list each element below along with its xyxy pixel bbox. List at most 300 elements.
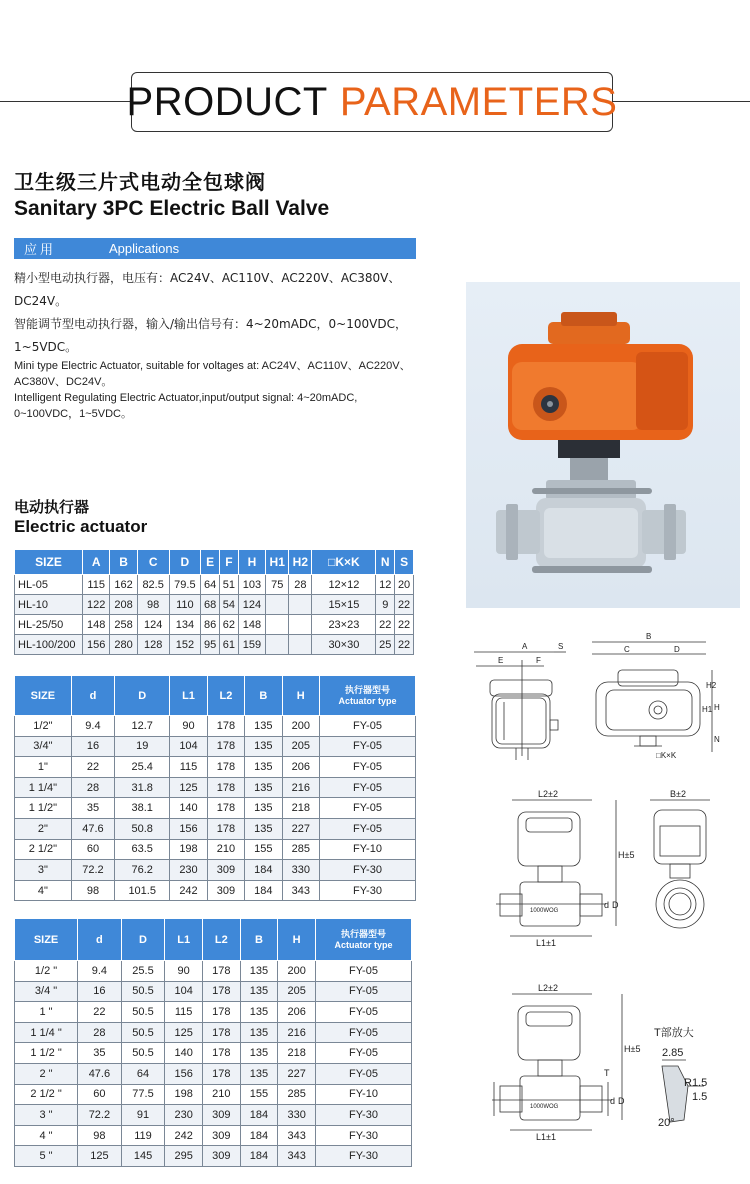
table-cell <box>289 595 312 615</box>
table-cell: 3" <box>15 860 72 881</box>
table-cell: 145 <box>121 1146 165 1167</box>
col-l2: L2 <box>207 676 244 716</box>
table-cell: 178 <box>202 1002 240 1023</box>
table-cell: 330 <box>278 1105 316 1126</box>
dim-t-label: T <box>604 1068 610 1078</box>
table-cell: 128 <box>137 635 169 655</box>
col-size: SIZE <box>15 550 83 575</box>
dim-s-label: S <box>558 642 564 651</box>
table-cell: 115 <box>165 1002 203 1023</box>
table-cell: FY-05 <box>320 757 416 778</box>
table-header-row <box>15 676 416 716</box>
header-rule-right <box>612 101 750 102</box>
dim-c-label: C <box>624 645 630 654</box>
table-cell: 343 <box>278 1146 316 1167</box>
table-cell: 2 1/2 " <box>15 1084 78 1105</box>
table-cell: 134 <box>169 615 201 635</box>
table-cell: 101.5 <box>115 880 170 901</box>
table-cell: 200 <box>278 961 316 982</box>
col-size: SIZE <box>15 676 72 716</box>
actuator-front-drawing <box>466 636 576 764</box>
table-cell <box>289 615 312 635</box>
app-en-line: Intelligent Regulating Electric Actuator,input/output signal: 4~20mADC, <box>14 392 358 404</box>
table-cell: 50.5 <box>121 1022 165 1043</box>
table-cell: 178 <box>207 798 244 819</box>
table-cell: 216 <box>278 1022 316 1043</box>
table-cell: 54 <box>220 595 239 615</box>
table-cell: 115 <box>170 757 207 778</box>
table-row <box>15 961 412 982</box>
table-cell: 230 <box>165 1105 203 1126</box>
detail-angle: 20° <box>658 1117 675 1129</box>
table-row <box>15 1063 412 1084</box>
col-h1: H1 <box>266 550 289 575</box>
table-cell: 47.6 <box>78 1063 122 1084</box>
dim-l1-label: L1±1 <box>536 938 556 948</box>
table-cell: 309 <box>202 1146 240 1167</box>
app-en-line: AC380V、DC24V。 <box>14 376 113 388</box>
col-d-small: d <box>78 919 122 961</box>
col-h: H <box>282 676 319 716</box>
table-cell: 140 <box>165 1043 203 1064</box>
table-cell: 230 <box>170 860 207 881</box>
col-kk: □K×K <box>312 550 376 575</box>
dim-d-small-label: d <box>610 1096 616 1106</box>
table-cell: 64 <box>201 575 220 595</box>
table-cell: 22 <box>71 757 114 778</box>
table-cell: 50.5 <box>121 1043 165 1064</box>
table-cell: 178 <box>202 1043 240 1064</box>
table-cell: 25.4 <box>115 757 170 778</box>
table-cell: 135 <box>245 716 282 737</box>
col-h: H <box>238 550 265 575</box>
col-l1: L1 <box>170 676 207 716</box>
table-cell: 125 <box>165 1022 203 1043</box>
table-cell: FY-05 <box>320 798 416 819</box>
table-cell: 28 <box>289 575 312 595</box>
table-cell: 68 <box>201 595 220 615</box>
table-cell: 12 <box>376 575 395 595</box>
table-cell: 198 <box>170 839 207 860</box>
table-cell: 309 <box>207 860 244 881</box>
table-row <box>15 818 416 839</box>
table-cell: 148 <box>83 615 110 635</box>
table-cell: 1 " <box>15 1002 78 1023</box>
table-cell: 135 <box>240 1022 278 1043</box>
table-cell: 60 <box>78 1084 122 1105</box>
table-cell: 205 <box>278 981 316 1002</box>
table-cell: 119 <box>121 1125 165 1146</box>
product-photo <box>466 282 740 608</box>
table-cell: 124 <box>238 595 265 615</box>
dim-d-large-label: D <box>612 900 619 910</box>
table-cell: 22 <box>78 1002 122 1023</box>
table-cell: 242 <box>165 1125 203 1146</box>
table-cell: 227 <box>282 818 319 839</box>
actuator-table-body <box>15 575 414 655</box>
table-cell: 1/2" <box>15 716 72 737</box>
table-cell: 178 <box>207 818 244 839</box>
dim-h-label: H±5 <box>618 850 635 860</box>
header-word-parameters: PARAMETERS <box>339 79 618 124</box>
table-cell: 343 <box>282 880 319 901</box>
valve-assembly-drawing-2 <box>488 980 648 1148</box>
dim-a-label: A <box>522 642 528 651</box>
dim-e-label: E <box>498 656 504 665</box>
app-cn-line: 智能调节型电动执行器，输入/输出信号有：4~20mADC，0~100VDC， <box>14 317 407 331</box>
table-row <box>15 635 414 655</box>
table-cell: 3/4 " <box>15 981 78 1002</box>
table-cell: 152 <box>169 635 201 655</box>
col-b: B <box>110 550 137 575</box>
dim-b-label: B±2 <box>670 789 686 799</box>
table-cell: 16 <box>78 981 122 1002</box>
col-h2: H2 <box>289 550 312 575</box>
header-word-product: PRODUCT <box>126 79 328 124</box>
product-title-en: Sanitary 3PC Electric Ball Valve <box>14 197 330 220</box>
table-cell: 3/4" <box>15 736 72 757</box>
table-row <box>15 1146 412 1167</box>
table-cell: 216 <box>282 777 319 798</box>
col-c: C <box>137 550 169 575</box>
table-cell: 155 <box>240 1084 278 1105</box>
table-row <box>15 1084 412 1105</box>
product-title-cn: 卫生级三片式电动全包球阀 <box>14 170 266 194</box>
app-en-line: Mini type Electric Actuator, suitable for voltages at: AC24V、AC110V、AC220V、 <box>14 360 411 372</box>
actuator-type-en: Actuator type <box>334 939 393 950</box>
table-cell: 9.4 <box>78 961 122 982</box>
table-cell: 50.8 <box>115 818 170 839</box>
table-cell: 178 <box>202 981 240 1002</box>
detail-dim-r15: R1.5 <box>684 1077 708 1089</box>
table-cell: 258 <box>110 615 137 635</box>
col-size: SIZE <box>15 919 78 961</box>
table-cell: 90 <box>165 961 203 982</box>
table-cell: HL-05 <box>15 575 83 595</box>
table-cell: 77.5 <box>121 1084 165 1105</box>
table-cell: 208 <box>110 595 137 615</box>
table-cell: 12×12 <box>312 575 376 595</box>
table-cell: 79.5 <box>169 575 201 595</box>
table-cell: 156 <box>165 1063 203 1084</box>
dim-l2-label: L2±2 <box>538 983 558 993</box>
table-cell: 309 <box>207 880 244 901</box>
table-cell: 72.2 <box>78 1105 122 1126</box>
table-cell: 330 <box>282 860 319 881</box>
actuator-side-drawing <box>588 630 728 764</box>
table-header-row <box>15 550 414 575</box>
table-cell: 1 1/4 " <box>15 1022 78 1043</box>
col-d-large: D <box>115 676 170 716</box>
table-cell: 35 <box>78 1043 122 1064</box>
table-cell: 9 <box>376 595 395 615</box>
table-cell: 184 <box>240 1105 278 1126</box>
table-cell: 295 <box>165 1146 203 1167</box>
valve-end-drawing <box>640 786 720 936</box>
table-cell: FY-30 <box>316 1125 412 1146</box>
dim-h2-label: H2 <box>706 681 717 690</box>
col-d: D <box>169 550 201 575</box>
table-cell: 110 <box>169 595 201 615</box>
table-cell: FY-05 <box>320 716 416 737</box>
table-cell: 159 <box>238 635 265 655</box>
table-cell: 178 <box>202 1063 240 1084</box>
valve-table-a-body <box>15 716 416 901</box>
table-cell: 309 <box>202 1125 240 1146</box>
table-cell: 16 <box>71 736 114 757</box>
valve-assembly-drawing-1 <box>492 786 642 948</box>
detail-dim-15: 1.5 <box>692 1091 708 1103</box>
table-row <box>15 860 416 881</box>
table-cell: 178 <box>207 757 244 778</box>
table-cell: 82.5 <box>137 575 169 595</box>
table-row <box>15 615 414 635</box>
valve-table-b <box>14 918 412 1167</box>
table-cell: 50.5 <box>121 1002 165 1023</box>
table-row <box>15 1022 412 1043</box>
valve-table-a <box>14 675 416 901</box>
table-row <box>15 716 416 737</box>
table-row <box>15 798 416 819</box>
table-cell: 210 <box>207 839 244 860</box>
table-row <box>15 575 414 595</box>
table-cell: 178 <box>207 777 244 798</box>
col-d-large: D <box>121 919 165 961</box>
table-cell: 30×30 <box>312 635 376 655</box>
app-en-line: 0~100VDC，1~5VDC。 <box>14 408 133 420</box>
table-cell: 343 <box>278 1125 316 1146</box>
table-cell: 22 <box>395 595 414 615</box>
table-cell: 62 <box>220 615 239 635</box>
actuator-title-en: Electric actuator <box>14 517 148 536</box>
dim-d-large-label: D <box>618 1096 625 1106</box>
table-cell: 184 <box>245 880 282 901</box>
table-cell: 184 <box>240 1146 278 1167</box>
col-n: N <box>376 550 395 575</box>
table-cell: 35 <box>71 798 114 819</box>
table-cell: 135 <box>245 736 282 757</box>
table-cell: 135 <box>245 757 282 778</box>
table-cell: 285 <box>282 839 319 860</box>
col-e: E <box>201 550 220 575</box>
table-cell: 3 " <box>15 1105 78 1126</box>
table-cell: 20 <box>395 575 414 595</box>
table-cell: FY-05 <box>316 1022 412 1043</box>
table-cell: 31.8 <box>115 777 170 798</box>
table-row <box>15 1002 412 1023</box>
section-header <box>126 72 618 132</box>
table-row <box>15 880 416 901</box>
table-row <box>15 736 416 757</box>
table-cell: 91 <box>121 1105 165 1126</box>
table-cell: 104 <box>170 736 207 757</box>
dim-n-label: N <box>714 735 720 744</box>
table-cell: 184 <box>245 860 282 881</box>
table-cell: 1 1/4" <box>15 777 72 798</box>
table-cell <box>266 615 289 635</box>
table-cell: 178 <box>202 1022 240 1043</box>
detail-dim-285: 2.85 <box>662 1047 684 1059</box>
table-row <box>15 1105 412 1126</box>
table-cell: 205 <box>282 736 319 757</box>
table-cell: 156 <box>83 635 110 655</box>
actuator-type-en: Actuator type <box>338 695 397 706</box>
table-cell: 4" <box>15 880 72 901</box>
table-cell: FY-05 <box>320 777 416 798</box>
table-cell: 125 <box>78 1146 122 1167</box>
table-cell: 115 <box>83 575 110 595</box>
table-cell: FY-05 <box>316 1002 412 1023</box>
table-cell <box>289 635 312 655</box>
table-cell: 135 <box>240 981 278 1002</box>
table-cell: 64 <box>121 1063 165 1084</box>
table-row <box>15 981 412 1002</box>
table-cell: 90 <box>170 716 207 737</box>
table-cell: 135 <box>245 798 282 819</box>
col-b: B <box>240 919 278 961</box>
table-cell: 124 <box>137 615 169 635</box>
col-f: F <box>220 550 239 575</box>
table-cell: 210 <box>202 1084 240 1105</box>
dim-h1-label: H1 <box>702 705 713 714</box>
table-cell: FY-30 <box>316 1105 412 1126</box>
table-row <box>15 1125 412 1146</box>
table-cell: 22 <box>395 635 414 655</box>
table-cell: 135 <box>240 961 278 982</box>
dim-f-label: F <box>536 656 541 665</box>
table-cell: 47.6 <box>71 818 114 839</box>
gauge-label: 1000WOG <box>530 1104 559 1110</box>
table-cell: 95 <box>201 635 220 655</box>
table-cell: 5 " <box>15 1146 78 1167</box>
table-cell: 135 <box>245 818 282 839</box>
table-cell: 22 <box>395 615 414 635</box>
table-cell: FY-10 <box>316 1084 412 1105</box>
dim-d-small-label: d <box>604 900 610 910</box>
dim-l1-label: L1±1 <box>536 1132 556 1142</box>
table-cell: 28 <box>71 777 114 798</box>
table-cell: FY-05 <box>320 818 416 839</box>
app-cn-line: 1~5VDC。 <box>14 340 78 354</box>
col-actuator-type <box>320 676 416 716</box>
table-cell: 148 <box>238 615 265 635</box>
table-cell: 63.5 <box>115 839 170 860</box>
col-l1: L1 <box>165 919 203 961</box>
table-cell: 1/2 " <box>15 961 78 982</box>
actuator-table <box>14 549 414 655</box>
table-cell: 162 <box>110 575 137 595</box>
table-cell: 60 <box>71 839 114 860</box>
table-cell: 61 <box>220 635 239 655</box>
gauge-label: 1000WOG <box>530 908 559 914</box>
table-cell: 218 <box>278 1043 316 1064</box>
app-cn-line: DC24V。 <box>14 294 68 308</box>
app-cn-line: 精小型电动执行器，电压有：AC24V、AC110V、AC220V、AC380V、 <box>14 271 401 285</box>
table-cell: 140 <box>170 798 207 819</box>
table-cell: 178 <box>207 736 244 757</box>
table-cell: FY-30 <box>320 880 416 901</box>
table-cell: 38.1 <box>115 798 170 819</box>
table-cell: FY-30 <box>316 1146 412 1167</box>
table-cell: 25.5 <box>121 961 165 982</box>
table-cell: 155 <box>245 839 282 860</box>
applications-en-text <box>14 358 424 422</box>
table-cell <box>266 635 289 655</box>
table-cell: 135 <box>245 777 282 798</box>
table-cell: 122 <box>83 595 110 615</box>
table-cell: 75 <box>266 575 289 595</box>
table-cell: 86 <box>201 615 220 635</box>
dim-kk-label: □K×K <box>656 751 677 760</box>
table-cell: 98 <box>137 595 169 615</box>
table-row <box>15 777 416 798</box>
table-cell: 178 <box>202 961 240 982</box>
table-cell: 104 <box>165 981 203 1002</box>
table-cell: FY-10 <box>320 839 416 860</box>
dim-h-label: H <box>714 703 720 712</box>
table-cell: 9.4 <box>71 716 114 737</box>
col-a: A <box>83 550 110 575</box>
table-cell: 198 <box>165 1084 203 1105</box>
header-rule-left <box>0 101 132 102</box>
col-l2: L2 <box>202 919 240 961</box>
table-cell: 125 <box>170 777 207 798</box>
table-cell: 309 <box>202 1105 240 1126</box>
table-cell: 1" <box>15 757 72 778</box>
col-d-small: d <box>71 676 114 716</box>
table-cell: 50.5 <box>121 981 165 1002</box>
dim-b-label: B <box>646 632 652 641</box>
col-h: H <box>278 919 316 961</box>
table-cell: 135 <box>240 1063 278 1084</box>
table-cell: 98 <box>71 880 114 901</box>
table-cell: 72.2 <box>71 860 114 881</box>
table-row <box>15 757 416 778</box>
table-row <box>15 1043 412 1064</box>
table-cell: 1 1/2 " <box>15 1043 78 1064</box>
table-cell: 19 <box>115 736 170 757</box>
table-cell: 218 <box>282 798 319 819</box>
dim-l2-label: L2±2 <box>538 789 558 799</box>
table-cell: 23×23 <box>312 615 376 635</box>
table-cell: 242 <box>170 880 207 901</box>
table-row <box>15 839 416 860</box>
t-detail-drawing <box>648 1024 728 1134</box>
table-cell: 51 <box>220 575 239 595</box>
applications-label-cn: 应用 <box>24 243 57 258</box>
col-s: S <box>395 550 414 575</box>
table-cell: 135 <box>240 1043 278 1064</box>
table-row <box>15 595 414 615</box>
table-cell: 184 <box>240 1125 278 1146</box>
table-cell: FY-05 <box>316 1043 412 1064</box>
table-cell: 1 1/2" <box>15 798 72 819</box>
table-cell: 28 <box>78 1022 122 1043</box>
table-cell: 25 <box>376 635 395 655</box>
table-cell: 22 <box>376 615 395 635</box>
table-cell: FY-05 <box>316 981 412 1002</box>
table-cell: 178 <box>207 716 244 737</box>
table-cell: 2 1/2" <box>15 839 72 860</box>
table-cell: 156 <box>170 818 207 839</box>
col-b: B <box>245 676 282 716</box>
dim-h-label: H±5 <box>624 1044 641 1054</box>
table-cell: 76.2 <box>115 860 170 881</box>
applications-label-en: Applications <box>109 241 180 256</box>
table-cell: HL-25/50 <box>15 615 83 635</box>
table-cell: 280 <box>110 635 137 655</box>
table-cell: 135 <box>240 1002 278 1023</box>
